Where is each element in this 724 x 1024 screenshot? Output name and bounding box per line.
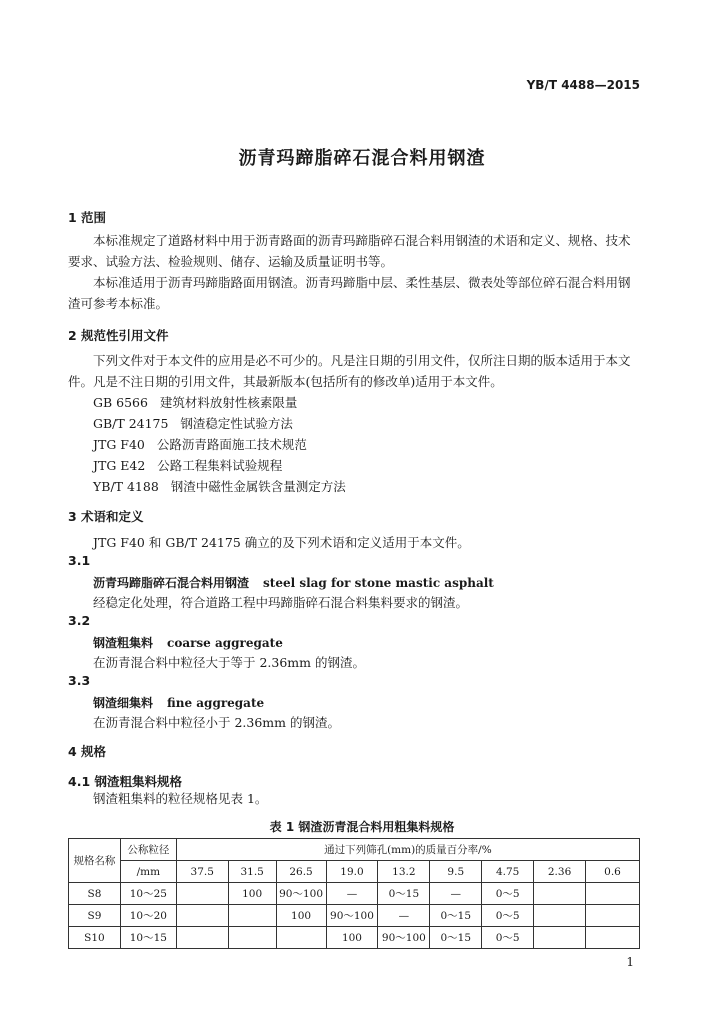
- cell: 0～15: [430, 927, 482, 949]
- sieve-size: 37.5: [176, 861, 228, 883]
- coarse-aggregate-spec-table: [68, 838, 640, 949]
- section-heading-scope: 1 范围: [68, 210, 107, 225]
- nominal-size: 10～15: [120, 927, 176, 949]
- header-spec-name: 规格名称: [69, 839, 121, 883]
- section-heading-specification: 4 规格: [68, 744, 107, 759]
- cell: [534, 883, 586, 905]
- sieve-size: 13.2: [378, 861, 430, 883]
- table-row: [69, 927, 640, 949]
- cell: —: [326, 883, 378, 905]
- nominal-size: 10～25: [120, 883, 176, 905]
- reference-item: JTG F40 公路沥青路面施工技术规范: [93, 437, 307, 452]
- cell: [228, 905, 276, 927]
- term-number: 3.1: [68, 553, 91, 568]
- subsection-heading: 4.1 钢渣粗集料规格: [68, 774, 182, 789]
- table-caption: 表 1 钢渣沥青混合料用粗集料规格: [269, 820, 455, 834]
- sieve-size: 4.75: [482, 861, 534, 883]
- term-number: 3.2: [68, 613, 91, 628]
- cell: [534, 927, 586, 949]
- paragraph-line: 本标准适用于沥青玛蹄脂路面用钢渣。沥青玛蹄脂中层、柔性基层、微表处等部位碎石混合料用钢: [93, 275, 631, 290]
- cell: [586, 905, 640, 927]
- paragraph-line: 要求、试验方法、检验规则、储存、运输及质量证明书等。: [68, 254, 394, 269]
- cell: [176, 927, 228, 949]
- header-nominal-size: 公称粒径: [120, 839, 176, 861]
- paragraph-line: 下列文件对于本文件的应用是必不可少的。凡是注日期的引用文件，仅所注日期的版本适用于本文: [93, 353, 631, 368]
- header-passing-percent: 通过下列筛孔(mm)的质量百分率/%: [176, 839, 639, 861]
- cell: 0～15: [430, 905, 482, 927]
- spec-name: S8: [69, 883, 121, 905]
- table-row: [69, 905, 640, 927]
- page-number: 1: [626, 955, 634, 969]
- nominal-size: 10～20: [120, 905, 176, 927]
- term-definition: 在沥青混合料中粒径小于 2.36mm 的钢渣。: [93, 715, 340, 730]
- table-header-row: [69, 861, 640, 883]
- cell: 100: [276, 905, 326, 927]
- reference-item: YB/T 4188 钢渣中磁性金属铁含量测定方法: [93, 479, 346, 494]
- cell: 90～100: [326, 905, 378, 927]
- cell: —: [378, 905, 430, 927]
- term-title: 钢渣细集料 fine aggregate: [93, 696, 265, 710]
- cell: [228, 927, 276, 949]
- sieve-size: 26.5: [276, 861, 326, 883]
- term-definition: 在沥青混合料中粒径大于等于 2.36mm 的钢渣。: [93, 655, 365, 670]
- section-heading-terms: 3 术语和定义: [68, 509, 144, 524]
- sieve-size: 31.5: [228, 861, 276, 883]
- sieve-size: 19.0: [326, 861, 378, 883]
- spec-name: S9: [69, 905, 121, 927]
- paragraph-line: 渣可参考本标准。: [68, 296, 169, 311]
- cell: [276, 927, 326, 949]
- cell: 0～5: [482, 883, 534, 905]
- paragraph-line: JTG F40 和 GB/T 24175 确立的及下列术语和定义适用于本文件。: [93, 535, 470, 550]
- cell: [534, 905, 586, 927]
- reference-item: GB 6566 建筑材料放射性核素限量: [93, 395, 298, 410]
- cell: [586, 883, 640, 905]
- cell: [176, 883, 228, 905]
- header-nominal-size-unit: /mm: [120, 861, 176, 883]
- term-definition: 经稳定化处理，符合道路工程中玛蹄脂碎石混合料集料要求的钢渣。: [93, 595, 469, 610]
- cell: 90～100: [276, 883, 326, 905]
- sieve-size: 9.5: [430, 861, 482, 883]
- document-title: 沥青玛蹄脂碎石混合料用钢渣: [238, 148, 486, 169]
- term-title: 沥青玛蹄脂碎石混合料用钢渣 steel slag for stone mastic asphalt: [93, 576, 494, 590]
- reference-item: JTG E42 公路工程集料试验规程: [93, 458, 283, 473]
- cell: 0～15: [378, 883, 430, 905]
- sieve-size: 0.6: [586, 861, 640, 883]
- cell: [176, 905, 228, 927]
- cell: [586, 927, 640, 949]
- cell: —: [430, 883, 482, 905]
- cell: 100: [228, 883, 276, 905]
- paragraph-line: 钢渣粗集料的粒径规格见表 1。: [93, 791, 268, 806]
- reference-item: GB/T 24175 钢渣稳定性试验方法: [93, 416, 293, 431]
- paragraph-line: 件。凡是不注日期的引用文件，其最新版本(包括所有的修改单)适用于本文件。: [68, 374, 503, 389]
- cell: 100: [326, 927, 378, 949]
- term-title: 钢渣粗集料 coarse aggregate: [93, 636, 283, 650]
- cell: 0～5: [482, 927, 534, 949]
- term-number: 3.3: [68, 673, 91, 688]
- cell: 0～5: [482, 905, 534, 927]
- standard-number: YB/T 4488—2015: [526, 78, 640, 92]
- paragraph-line: 本标准规定了道路材料中用于沥青路面的沥青玛蹄脂碎石混合料用钢渣的术语和定义、规格、技术: [93, 233, 631, 248]
- table-header-row: [69, 839, 640, 861]
- spec-name: S10: [69, 927, 121, 949]
- table-row: [69, 883, 640, 905]
- sieve-size: 2.36: [534, 861, 586, 883]
- cell: 90～100: [378, 927, 430, 949]
- section-heading-normative-references: 2 规范性引用文件: [68, 328, 169, 343]
